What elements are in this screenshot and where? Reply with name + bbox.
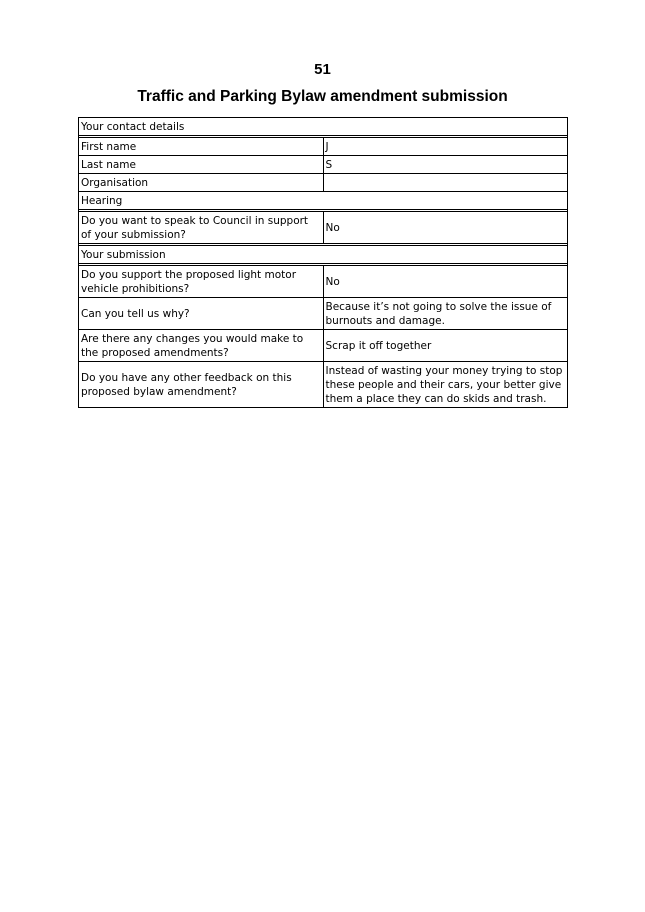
page-number: 51: [314, 61, 331, 78]
changes-value: Scrap it off together: [323, 330, 568, 362]
table-row: [79, 330, 568, 362]
table-row: [79, 174, 568, 192]
organisation-value: [323, 174, 568, 192]
last-name-label: Last name: [79, 156, 324, 174]
section-heading-contact: [79, 118, 568, 136]
support-prohibitions-label: Do you support the proposed light motor vehicle prohibitions?: [79, 266, 324, 298]
support-prohibitions-value: No: [323, 266, 568, 298]
table-row: [79, 212, 568, 244]
speak-to-council-label: Do you want to speak to Council in support of your submission?: [79, 212, 324, 244]
table-row: [79, 298, 568, 330]
other-feedback-label: Do you have any other feedback on this proposed bylaw amendment?: [79, 362, 324, 408]
table-row: [79, 156, 568, 174]
table-row: [79, 138, 568, 156]
changes-label: Are there any changes you would make to the proposed amendments?: [79, 330, 324, 362]
section-heading-submission: [79, 246, 568, 264]
speak-to-council-value: No: [323, 212, 568, 244]
last-name-value: S: [323, 156, 568, 174]
first-name-value: J: [323, 138, 568, 156]
reason-label: Can you tell us why?: [79, 298, 324, 330]
section-heading-text: Your submission: [79, 246, 568, 264]
document-title: Traffic and Parking Bylaw amendment submission: [137, 88, 508, 105]
organisation-label: Organisation: [79, 174, 324, 192]
section-heading-hearing: [79, 192, 568, 210]
submission-form-table: [78, 117, 568, 408]
section-heading-text: Your contact details: [79, 118, 568, 136]
section-heading-text: Hearing: [79, 192, 568, 210]
other-feedback-value: Instead of wasting your money trying to stop these people and their cars, your better give them a place they can do skids and trash.: [323, 362, 568, 408]
table-row: [79, 266, 568, 298]
table-row: [79, 362, 568, 408]
reason-value: Because it’s not going to solve the issue of burnouts and damage.: [323, 298, 568, 330]
first-name-label: First name: [79, 138, 324, 156]
